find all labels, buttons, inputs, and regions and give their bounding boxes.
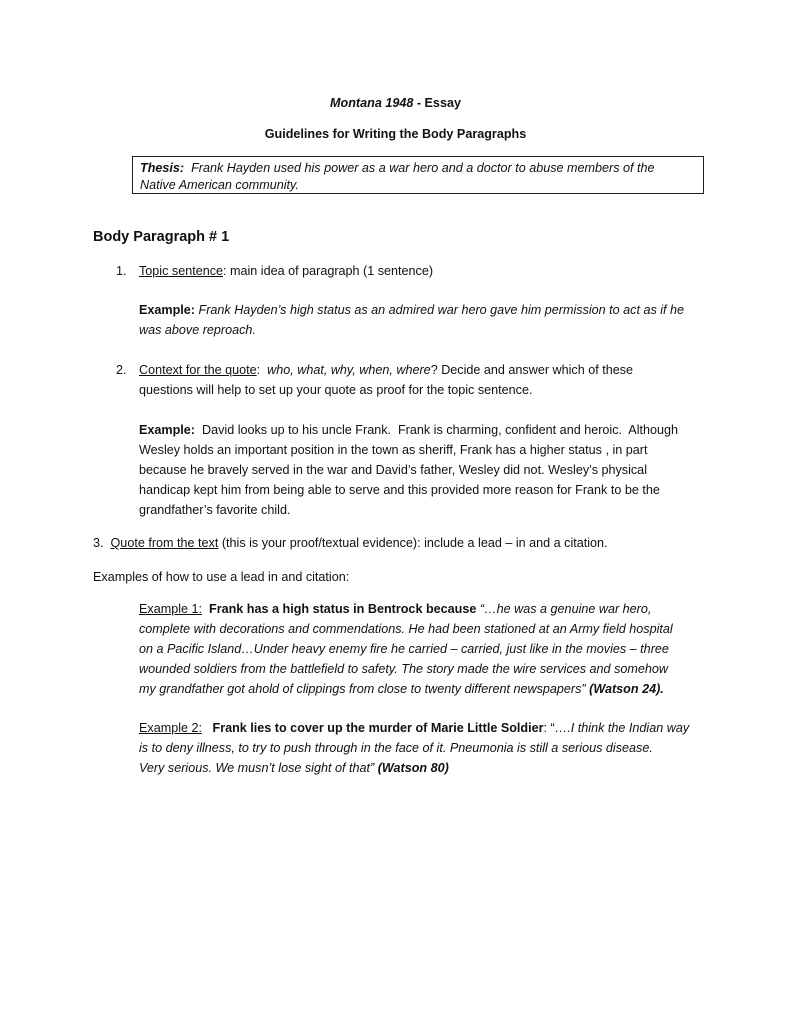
item-2-example-text-1: David looks up to his uncle Frank. Frank is charming, confident and heroic. Although [195, 423, 679, 437]
examples-intro [93, 567, 349, 587]
example-1-lead: Frank has a high status in Bentrock because [209, 602, 477, 616]
example-2-quote-2: is to deny illness, to try to push through in the face of it. Pneumonia is still a serious disease. [139, 741, 653, 755]
item-2-line-1 [139, 360, 633, 380]
item-2-line-2 [139, 380, 532, 400]
example-2-line-3 [139, 758, 449, 778]
item-2-example-line-3 [139, 460, 647, 480]
item-2-example-line-2 [139, 440, 647, 460]
example-2-line-1 [139, 718, 689, 738]
item-2-example-text-4: handicap kept him from being able to serve and this provided more reason for Frank to be the [139, 483, 660, 497]
item-2-example-line-4 [139, 480, 660, 500]
item-3-label: Quote from the text [110, 536, 219, 550]
example-1-line-5 [139, 679, 664, 699]
thesis-text-2: Native American community. [140, 178, 299, 192]
thesis-line-2 [140, 176, 299, 194]
example-1-line-3 [139, 639, 669, 659]
item-2-line-2-text: questions will help to set up your quote as proof for the topic sentence. [139, 383, 533, 397]
examples-intro-text: Examples of how to use a lead in and citation: [93, 570, 350, 584]
example-1-line-4 [139, 659, 668, 679]
item-3-rest: (this is your proof/textual evidence): include a lead – in and a citation. [218, 536, 608, 550]
example-1-line-1 [139, 599, 651, 619]
item-1-example-label: Example: [139, 303, 195, 317]
item-2-example-text-5: grandfather’s favorite child. [139, 503, 291, 517]
item-2-rest: ? Decide and answer which of these [430, 363, 634, 377]
item-1-example-line-2 [139, 320, 256, 340]
example-2-label: Example 2: [139, 721, 202, 735]
example-1-quote-5: my grandfather got ahold of clippings from close to twenty different newspapers” [139, 682, 586, 696]
thesis-line-1 [140, 159, 655, 177]
example-1-citation: (Watson 24). [589, 682, 664, 696]
item-2-example-text-2: Wesley holds an important position in the town as sheriff, Frank has a higher status , in part [139, 443, 648, 457]
item-2-label: Context for the quote [139, 363, 257, 377]
item-1-example-text-2: was above reproach. [139, 323, 256, 337]
item-2-num-text: 2. [116, 363, 127, 377]
example-2-colon: : “ [543, 721, 555, 735]
item-2-number [116, 360, 127, 380]
title-suffix: - Essay [413, 96, 461, 110]
document-title [0, 93, 791, 113]
subtitle-text: Guidelines for Writing the Body Paragraphs [264, 127, 527, 141]
example-2-quote-3: Very serious. We musn’t lose sight of that” [139, 761, 375, 775]
item-1-example-text-1: Frank Hayden’s high status as an admired war hero gave him permission to act as if he [198, 303, 685, 317]
item-1-label: Topic sentence [139, 264, 224, 278]
thesis-text-1: Frank Hayden used his power as a war hero and a doctor to abuse members of the [191, 161, 655, 175]
item-3-line [93, 533, 608, 553]
body-paragraph-heading [93, 227, 229, 247]
example-2-quote-1: ….I think the Indian way [554, 721, 690, 735]
title-book-name: Montana 1948 [330, 96, 414, 110]
item-2-example-line-1 [139, 420, 678, 440]
item-2-colon: : [256, 363, 268, 377]
example-1-quote-1: “…he was a genuine war hero, [479, 602, 652, 616]
thesis-box [132, 156, 704, 194]
item-1-number [116, 261, 127, 281]
example-1-line-2 [139, 619, 673, 639]
section-heading-text: Body Paragraph # 1 [93, 229, 230, 245]
item-2-italic: who, what, why, when, where [267, 363, 431, 377]
example-1-quote-2: complete with decorations and commendations. He had been stationed at an Army field hospital [139, 622, 673, 636]
item-1-num-text: 1. [116, 264, 127, 278]
item-1-line [139, 261, 433, 281]
example-1-label: Example 1: [139, 602, 202, 616]
item-2-example-text-3: because he bravely served in the war and David’s father, Wesley did not. Wesley’s physical [139, 463, 647, 477]
example-1-quote-4: wounded soldiers from the battlefield to safety. The story made the wire services and somehow [139, 662, 668, 676]
item-3-number: 3. [93, 536, 104, 550]
example-2-citation: (Watson 80) [377, 761, 449, 775]
item-1-rest: : main idea of paragraph (1 sentence) [223, 264, 434, 278]
example-2-lead: Frank lies to cover up the murder of Marie Little Soldier [212, 721, 544, 735]
document-subtitle [0, 124, 791, 144]
example-1-quote-3: on a Pacific Island…Under heavy enemy fire he carried – carried, just like in the movies – three [139, 642, 669, 656]
example-2-line-2 [139, 738, 653, 758]
item-2-example-label: Example: [139, 423, 195, 437]
thesis-label: Thesis: [140, 161, 185, 175]
item-1-example-line-1 [139, 300, 684, 320]
item-2-example-line-5 [139, 500, 290, 520]
